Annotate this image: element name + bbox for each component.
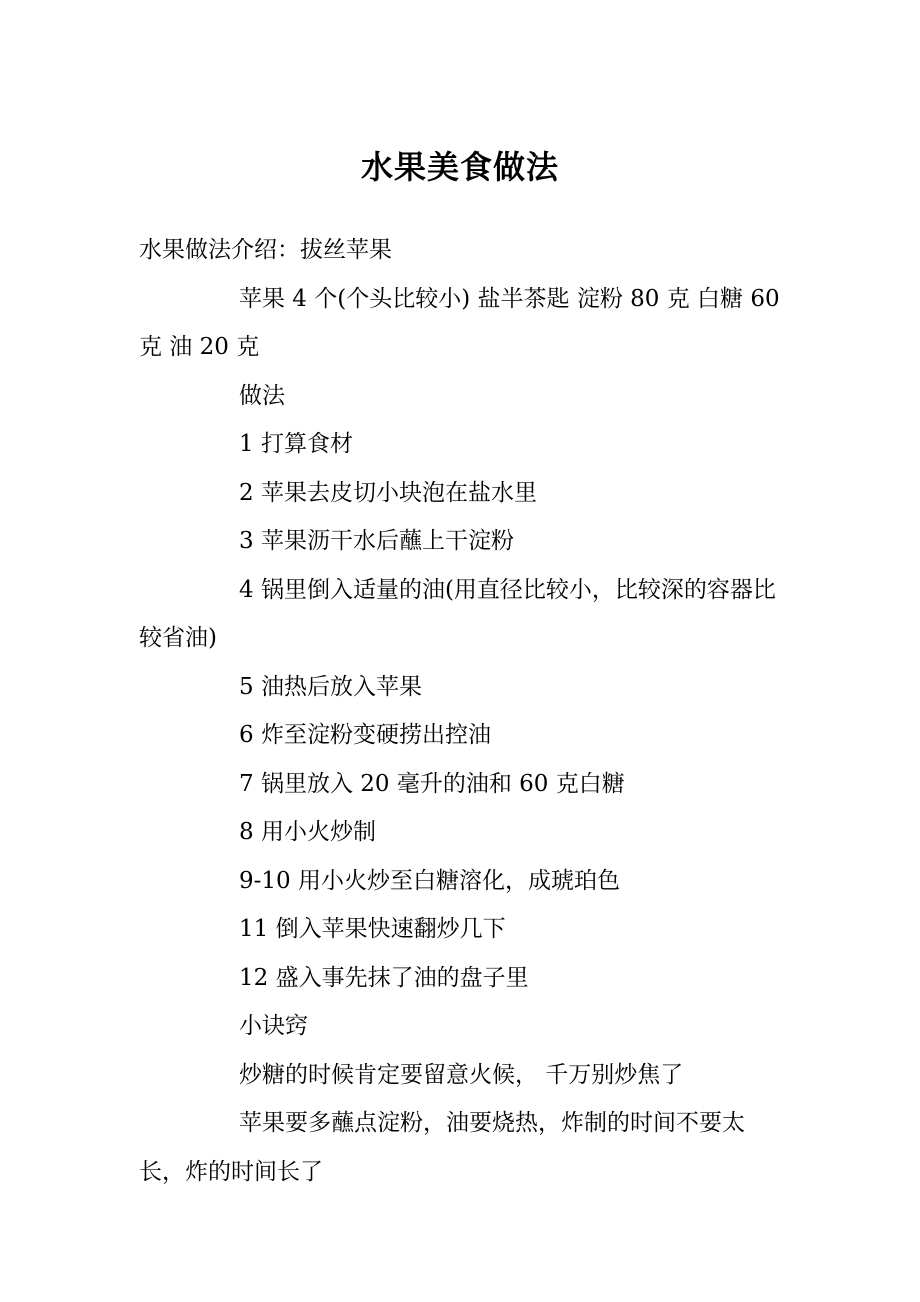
step-item: 7 锅里放入 20 毫升的油和 60 克白糖 xyxy=(239,770,625,797)
tip-item: 苹果要多蘸点淀粉，油要烧热，炸制的时间不要太长，炸的时间长了 xyxy=(139,1110,745,1185)
step-item: 4 锅里倒入适量的油(用直径比较小，比较深的容器比较省油) xyxy=(139,576,776,651)
step-item: 12 盛入事先抹了油的盘子里 xyxy=(239,964,529,991)
step-item: 3 苹果沥干水后蘸上干淀粉 xyxy=(239,528,514,554)
document-title: 水果美食做法 xyxy=(360,148,559,186)
intro-line: 水果做法介绍：拔丝苹果 xyxy=(139,237,392,263)
step-item: 9-10 用小火炒至白糖溶化，成琥珀色 xyxy=(239,867,620,894)
method-heading: 做法 xyxy=(239,382,285,409)
step-item: 11 倒入苹果快速翻炒几下 xyxy=(239,916,506,942)
tip-item: 炒糖的时候肯定要留意火候， 千万别炒焦了 xyxy=(239,1061,684,1088)
step-item: 2 苹果去皮切小块泡在盐水里 xyxy=(239,479,537,506)
step-item: 6 炸至淀粉变硬捞出控油 xyxy=(239,722,491,748)
document-body xyxy=(139,226,789,1196)
ingredients-paragraph: 苹果 4 个(个头比较小) 盐半茶匙 淀粉 80 克 白糖 60 克 油 20 克 xyxy=(139,285,780,360)
step-item: 8 用小火炒制 xyxy=(239,819,376,845)
tips-heading: 小诀窍 xyxy=(239,1013,308,1039)
step-item: 5 油热后放入苹果 xyxy=(239,673,422,700)
step-item: 1 打算食材 xyxy=(239,431,353,457)
